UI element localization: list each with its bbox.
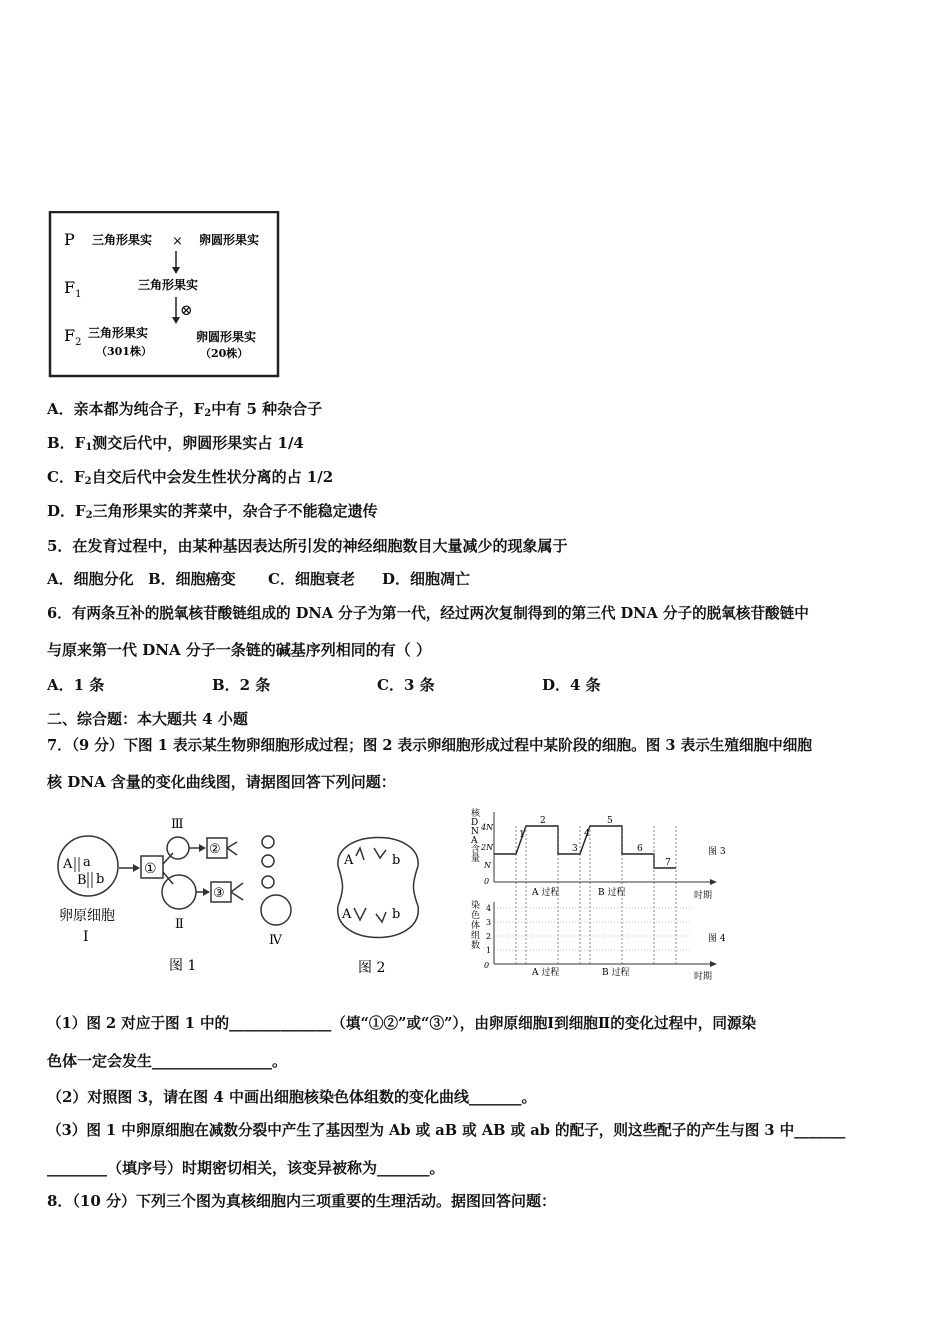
q7-stem-line1: 7．（9 分）下图 1 表示某生物卵细胞形成过程；图 2 表示卵细胞形成过程中某阶段的细胞。图 3 表示生殖细胞中细胞 bbox=[47, 737, 812, 754]
fig3-ytick-4n: 4N bbox=[481, 823, 494, 832]
fig2-gene-top-left: A bbox=[344, 853, 354, 868]
fig4-ytick-3: 3 bbox=[486, 918, 492, 927]
chromosome bbox=[374, 848, 386, 858]
fig4-ytick-0: 0 bbox=[484, 961, 490, 970]
q4-option-a: A．亲本都为纯合子，$F_2$中有 5 种杂合子 bbox=[47, 400, 323, 419]
fig4-ytick-1: 1 bbox=[486, 946, 492, 955]
q7-sub1-line1: （1）图 2 对应于图 1 中的______________（填“①②”或“③”），由卵原细胞Ⅰ到细胞Ⅱ的变化过程中，同源染 bbox=[47, 1015, 757, 1032]
oogonium-roman: Ⅰ bbox=[83, 929, 89, 945]
fig3-caption: 图 3 bbox=[708, 847, 726, 857]
polar-body-cell bbox=[167, 837, 189, 859]
fig3-x-arrow bbox=[710, 879, 717, 885]
arrow bbox=[227, 842, 237, 848]
q4-option-c: C．$F_2$自交后代中会发生性状分离的占 1/2 bbox=[47, 468, 334, 487]
roman-4: Ⅳ bbox=[269, 933, 282, 948]
arrow-head bbox=[203, 888, 210, 896]
fig4-xlabel: 时期 bbox=[694, 972, 713, 982]
figure-3-4 bbox=[462, 798, 752, 984]
arrow-f1-f2-head bbox=[172, 317, 180, 324]
fig3-step-label: 2 bbox=[540, 816, 546, 826]
p-right-phenotype: 卵圆形果实 bbox=[199, 233, 260, 247]
fig4-grid bbox=[494, 908, 692, 950]
node-3: ③ bbox=[213, 886, 225, 901]
node-2: ② bbox=[209, 842, 221, 857]
arrow bbox=[231, 892, 243, 900]
selfing-sign: ⊗ bbox=[180, 301, 193, 319]
fig3-ytick-n: N bbox=[484, 861, 491, 870]
chromosome bbox=[354, 908, 366, 920]
fig2-gene-top-right: b bbox=[392, 853, 401, 868]
q5-option-a: A．细胞分化 bbox=[47, 570, 134, 588]
q6-option-d: D．4 条 bbox=[542, 676, 601, 694]
arrow-head bbox=[133, 864, 140, 872]
q5-option-d: D．细胞凋亡 bbox=[382, 570, 471, 588]
fig2-gene-bottom-right: b bbox=[392, 907, 401, 922]
figure-2-svg bbox=[328, 808, 428, 988]
q8-stem: 8．（10 分）下列三个图为真核细胞内三项重要的生理活动。据图回答问题： bbox=[47, 1192, 557, 1210]
f2-right-phenotype: 卵圆形果实 bbox=[196, 330, 257, 344]
fig4-ylabel: 染色体组数 bbox=[471, 901, 481, 951]
gene-a-lower: a bbox=[83, 855, 91, 870]
figure-1 bbox=[55, 808, 315, 988]
fig4-process-b: B 过程 bbox=[602, 968, 630, 978]
fig2-gene-bottom-left: A bbox=[342, 907, 352, 922]
fig3-ylabel: 核 D N A 含量 bbox=[471, 809, 481, 864]
roman-2: Ⅱ bbox=[175, 917, 184, 932]
cross-diagram-svg bbox=[48, 211, 280, 379]
oogonium-label: 卵原细胞 bbox=[59, 908, 115, 924]
fig3-step-label: 6 bbox=[637, 844, 643, 854]
arrow bbox=[231, 883, 243, 892]
q6-option-a: A．1 条 bbox=[47, 676, 105, 694]
q7-stem-line2: 核 DNA 含量的变化曲线图，请据图回答下列问题： bbox=[47, 773, 396, 791]
q5-stem: 5．在发育过程中，由某种基因表达所引发的神经细胞数目大量减少的现象属于 bbox=[47, 537, 568, 555]
chromosome bbox=[376, 912, 386, 922]
f2-right-count: （20株） bbox=[200, 347, 249, 360]
fig3-ytick-2n: 2N bbox=[481, 843, 494, 852]
fig3-step-label: 4 bbox=[584, 828, 590, 839]
section-2-heading: 二、综合题：本大题共 4 小题 bbox=[47, 710, 248, 728]
fig4-ytick-2: 2 bbox=[486, 932, 492, 941]
fig4-ytick-4: 4 bbox=[486, 904, 492, 913]
roman-3: Ⅲ bbox=[171, 817, 184, 832]
cross-sign: × bbox=[172, 234, 183, 249]
q6-stem-line2: 与原来第一代 DNA 分子一条链的碱基序列相同的有（ ） bbox=[47, 641, 432, 659]
fig3-process-b: B 过程 bbox=[598, 888, 626, 898]
arrow-p-f1-head bbox=[172, 267, 180, 274]
gene-b-lower: b bbox=[96, 872, 105, 887]
figure-1-caption: 图 1 bbox=[169, 958, 197, 974]
node-1: ① bbox=[144, 861, 157, 877]
f2-left-phenotype: 三角形果实 bbox=[88, 326, 149, 340]
fig3-step-label: 5 bbox=[607, 816, 613, 826]
egg-cell bbox=[261, 895, 291, 925]
q7-sub1-line2: 色体一定会发生________________。 bbox=[47, 1052, 288, 1070]
q7-sub3-line2: ________（填序号）时期密切相关，该变异被称为_______。 bbox=[47, 1159, 445, 1177]
p-label: P bbox=[64, 230, 75, 249]
fig3-process-a: A 过程 bbox=[532, 888, 560, 898]
fig3-step-label: 1 bbox=[519, 830, 525, 841]
fig3-series bbox=[494, 816, 676, 964]
secondary-oocyte-cell bbox=[162, 875, 196, 909]
f1-phenotype: 三角形果实 bbox=[138, 278, 199, 292]
arrow-head bbox=[199, 844, 206, 852]
figure-2-caption: 图 2 bbox=[358, 960, 386, 976]
q6-option-b: B．2 条 bbox=[212, 676, 271, 694]
cross-diagram bbox=[48, 211, 280, 379]
fig3-step-label: 3 bbox=[572, 844, 578, 854]
gene-a-upper: A bbox=[63, 857, 73, 872]
q6-stem-line1: 6．有两条互补的脱氧核苷酸链组成的 DNA 分子为第一代，经过两次复制得到的第三代 DNA 分子的脱氧核苷酸链中 bbox=[47, 605, 809, 622]
polar-body-b bbox=[262, 855, 274, 867]
q5-option-c: C．细胞衰老 bbox=[268, 570, 355, 588]
fig4-process-a: A 过程 bbox=[532, 968, 560, 978]
q7-sub3-line1: （3）图 1 中卵原细胞在减数分裂中产生了基因型为 Ab 或 aB 或 AB 或 ab 的配子，则这些配子的产生与图 3 中_______ bbox=[47, 1122, 846, 1139]
chromosome bbox=[356, 848, 364, 860]
p-left-phenotype: 三角形果实 bbox=[92, 233, 153, 247]
q4-option-d: D．$F_2$三角形果实的荠菜中，杂合子不能稳定遗传 bbox=[47, 502, 378, 521]
fig3-step-label: 7 bbox=[665, 858, 671, 868]
f2-left-count: （301株） bbox=[96, 345, 152, 358]
q7-sub2: （2）对照图 3，请在图 4 中画出细胞核染色体组数的变化曲线_______。 bbox=[47, 1088, 537, 1106]
arrow-to-cell3 bbox=[163, 853, 173, 864]
figure-2 bbox=[328, 808, 428, 988]
fig4-caption: 图 4 bbox=[708, 934, 726, 944]
q5-option-b: B．细胞癌变 bbox=[148, 570, 236, 588]
fig4-x-arrow bbox=[710, 961, 717, 967]
q4-option-b: B．$F_1$测交后代中，卵圆形果实占 1/4 bbox=[47, 434, 304, 453]
f2-label: $F_2$ bbox=[64, 326, 82, 348]
figure-1-svg bbox=[55, 808, 315, 988]
figure-3-4-svg bbox=[462, 798, 752, 984]
fig3-xlabel: 时期 bbox=[694, 891, 713, 901]
f1-label: $F_1$ bbox=[64, 278, 82, 300]
q6-option-c: C．3 条 bbox=[377, 676, 435, 694]
gene-b-upper: B bbox=[77, 873, 87, 888]
polar-body-a bbox=[262, 836, 274, 848]
polar-body-c bbox=[262, 876, 274, 888]
arrow bbox=[227, 848, 237, 855]
fig3-ytick-0: 0 bbox=[484, 877, 490, 886]
